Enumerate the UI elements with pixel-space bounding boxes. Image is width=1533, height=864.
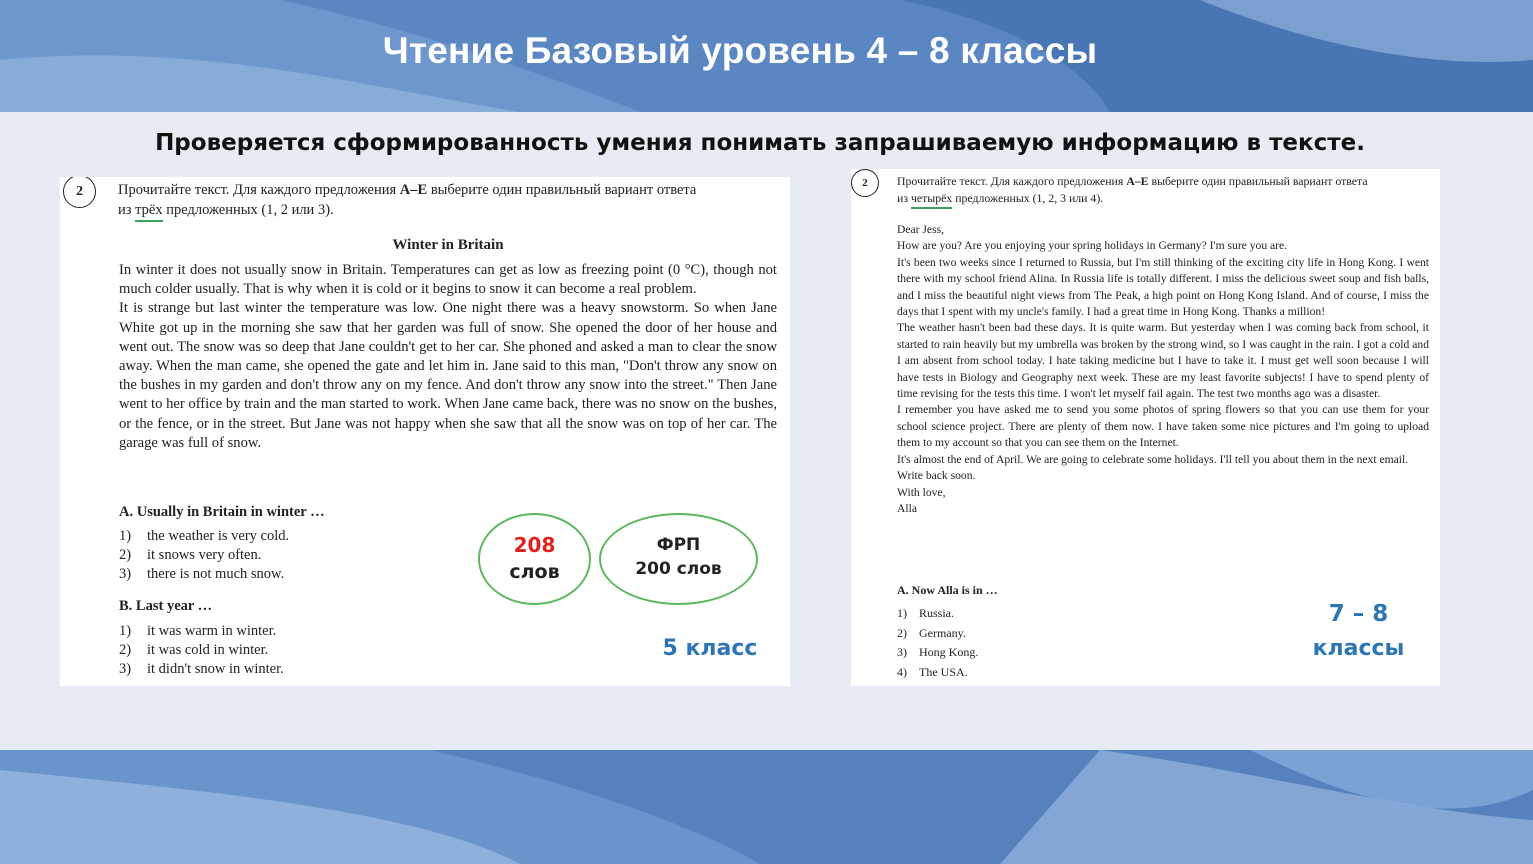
letter-line: It's been two weeks since I returned to Russia, but I'm still thinking of the exciting city life in Hong Kong. I went there with my school friend Alina. In Russia life is totally different. I miss the delicious sweet soup and fish balls, and I miss the beautiful night views from The Peak, a high point on Hong Kong Island. And of course, I miss the days that I spent with my uncle's family. I had a great time in Hong Kong. Thanks a million! [897,255,1429,319]
option: 3) Hong Kong. [897,645,979,659]
task-instruction: Прочитайте текст. Для каждого предложения А–Е выберите один правильный вариант ответа из четырёх предложенных (1, 2, 3 или 4). [897,173,1437,209]
letter-line: Dear Jess, [897,223,945,236]
question-b: B. Last year … [119,598,213,614]
option: 2) it was cold in winter. [119,642,269,658]
underlined-word: четырёх [911,190,952,209]
letter-line: With love, [897,485,946,499]
paragraph: It is strange but last winter the temperature was low. One night there was a heavy snowstorm. So when Jane White got up in the morning she saw that her garden was full of snow. She opened the door of her house and went out. The snow was so deep that Jane couldn't get to her car. She phoned and asked a man to clear the snow away. When the man came, she opened the gate and let him in. Jane said to this man, "Don't throw any snow on the bushes in my garden and don't throw any on my fence. And don't throw any snow into the street." Then Jane went to her office by train and the man started to work. When Jane came back, there was no snow on the bushes, or the fence, or in the street. But Jane was not happy when she saw that all the snow was on top of her car. The garage was full of snow. [119,300,777,451]
question-a: A. Now Alla is in … [897,583,998,597]
task-instruction: Прочитайте текст. Для каждого предложения А–Е выберите один правильный вариант ответа из трёх предложенных (1, 2 или 3). [118,180,778,222]
option: 2) it snows very often. [119,547,262,563]
reading-text [119,261,777,453]
task-number-badge: 2 [851,169,879,197]
option: 1) the weather is very cold. [119,528,290,544]
option: 1) Russia. [897,606,955,620]
task-panel-grade-5 [60,177,790,686]
option: 1) it was warm in winter. [119,623,277,639]
option: 4) The USA. [897,665,968,679]
letter-line: The weather hasn't been bad these days. It is quite warm. But yesterday when I was coming back from school, it started to rain heavily but my umbrella was broken by the strong wind, so I was caught in the rain. I got a cold and I am absent from school today. I hate taking medicine but I have to take it. I must get well soon because I will have tests in Biology and Geography next week. These are my least favorite subjects! I have to spend plenty of time revising for the tests this time. I won't let myself fail again. The test two months ago was a disaster. [897,321,1429,401]
grade-label: 5 класс [662,636,758,661]
frp-ellipse [599,513,758,605]
slide-subtitle: Проверяется сформированность умения понимать запрашиваемую информацию в тексте. [155,130,1365,156]
text-title: Winter in Britain [392,237,504,253]
option: 3) there is not much snow. [119,566,285,582]
word-count-label: слов [509,561,560,583]
letter-line: I remember you have asked me to send you some photos of spring flowers so that you can use them for your school science project. There are plenty of them now. I have taken some nice pictures and I'm going to upload them to my account so that you can see them on the Internet. [897,403,1429,450]
word-count-ellipse [478,513,591,605]
letter-line: It's almost the end of April. We are going to celebrate some holidays. I'll tell you about them in the next email. [897,452,1409,466]
task-panel-grade-7-8 [851,169,1440,686]
paragraph: In winter it does not usually snow in Britain. Temperatures can get as low as freezing point (0 °C), though not much colder usually. That is why when it is cold or it begins to snow it can become a real problem. [119,262,777,298]
grade-label-line2: классы [1312,636,1405,661]
question-a: A. Usually in Britain in winter … [119,504,325,520]
letter-text [897,222,1429,517]
word-count-number: 208 [513,533,556,557]
frp-value: 200 слов [635,559,722,579]
frp-label: ФРП [656,535,701,555]
grade-label-line1: 7 – 8 [1328,601,1389,627]
underlined-word: трёх [135,200,162,222]
letter-line: Write back soon. [897,469,976,483]
letter-line: How are you? Are you enjoying your spring holidays in Germany? I'm sure you are. [897,239,1288,253]
task-number-badge: 2 [63,177,96,208]
slide-title: Чтение Базовый уровень 4 – 8 классы [382,30,1098,71]
option: 3) it didn't snow in winter. [119,661,284,677]
letter-line: Alla [897,501,917,515]
option: 2) Germany. [897,626,966,640]
